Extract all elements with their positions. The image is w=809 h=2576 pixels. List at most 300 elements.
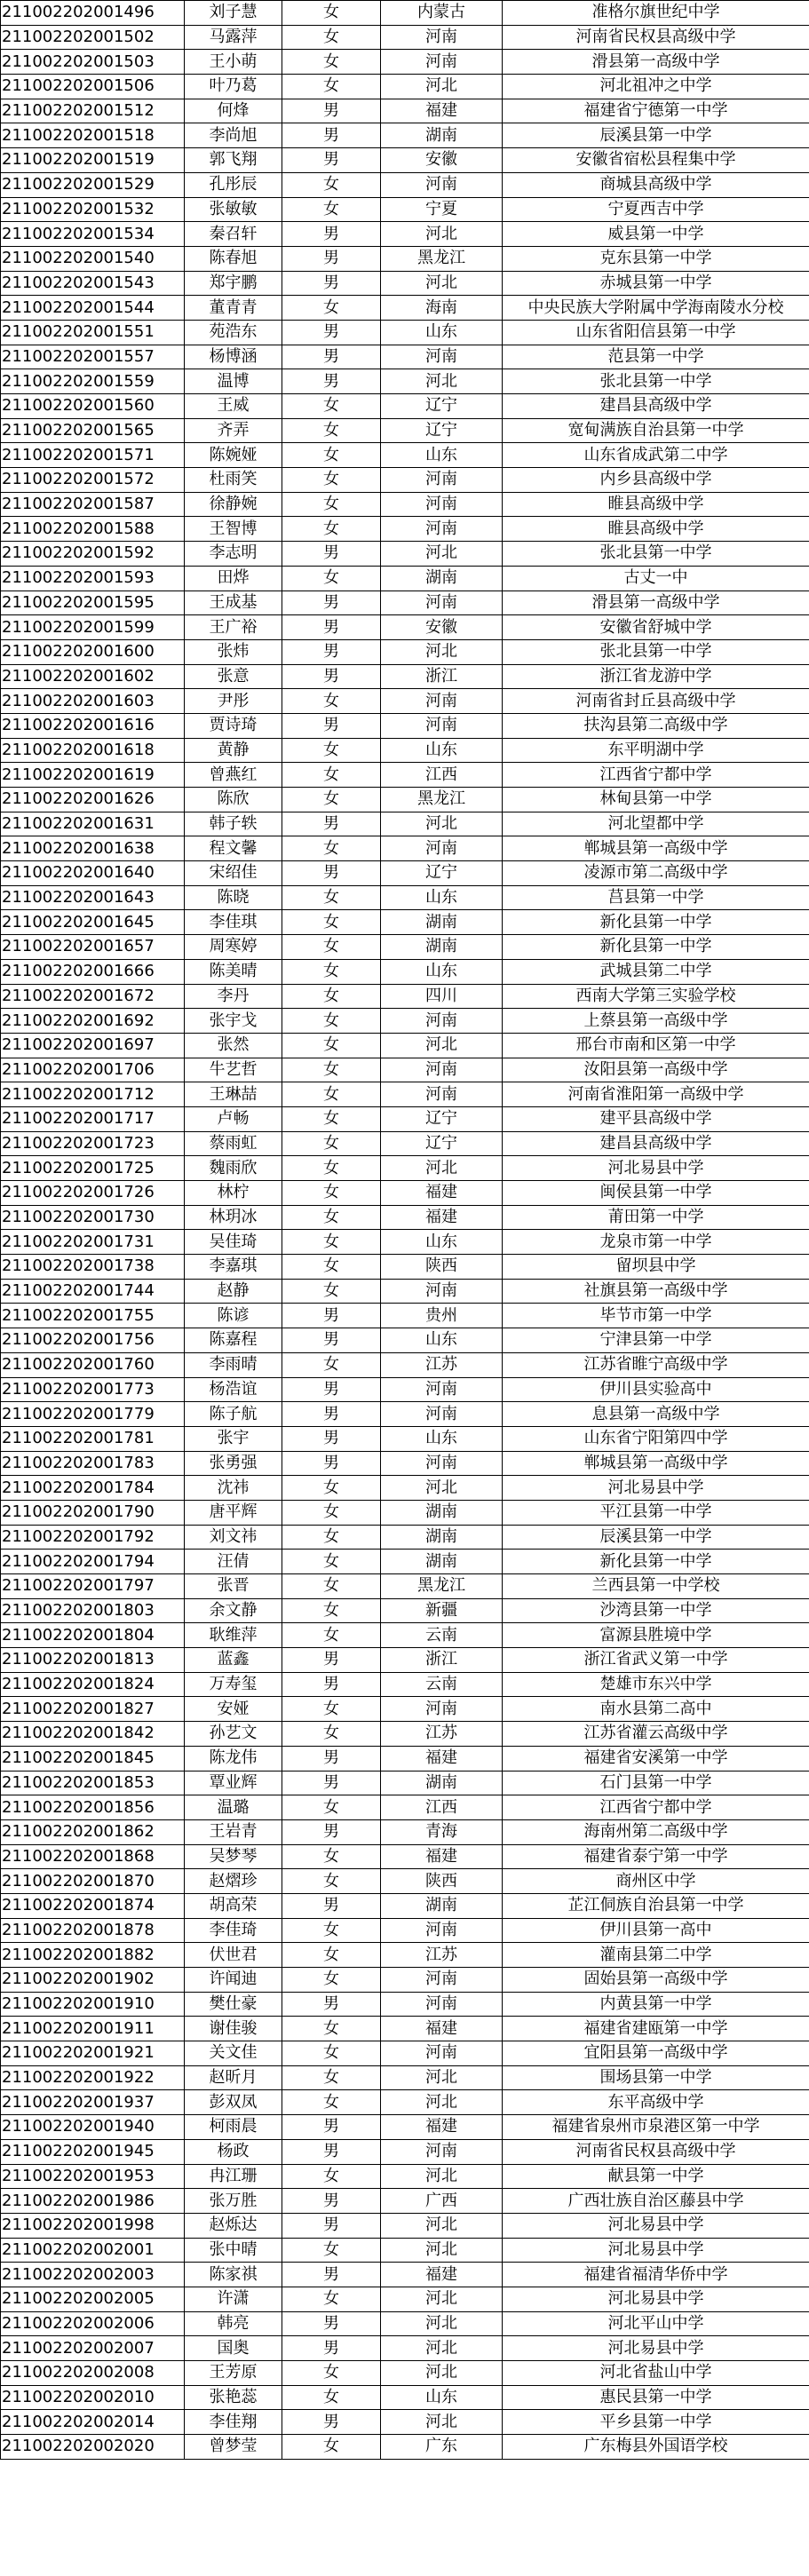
gender-cell: 男 <box>282 2189 381 2214</box>
province-cell: 河南 <box>381 1451 503 1476</box>
candidate-id-cell: 211002202001725 <box>1 1156 185 1181</box>
name-cell: 李雨晴 <box>185 1352 282 1377</box>
province-cell: 福建 <box>381 1746 503 1771</box>
table-row <box>1 1795 809 1820</box>
school-cell: 河南省淮阳第一高级中学 <box>503 1082 809 1107</box>
province-cell: 山东 <box>381 738 503 763</box>
gender-cell: 男 <box>282 590 381 615</box>
gender-cell: 女 <box>282 1943 381 1968</box>
name-cell: 韩亮 <box>185 2311 282 2336</box>
table-row <box>1 2189 809 2214</box>
gender-cell: 女 <box>282 1844 381 1869</box>
name-cell: 卢畅 <box>185 1106 282 1131</box>
name-cell: 彭双凤 <box>185 2090 282 2115</box>
name-cell: 蓝鑫 <box>185 1648 282 1673</box>
candidate-id-cell: 211002202002005 <box>1 2287 185 2311</box>
candidate-id-cell: 211002202001503 <box>1 50 185 75</box>
province-cell: 辽宁 <box>381 394 503 419</box>
school-cell: 河北望都中学 <box>503 812 809 836</box>
province-cell: 河南 <box>381 517 503 542</box>
school-cell: 扶沟县第二高级中学 <box>503 713 809 738</box>
candidate-id-cell: 211002202001543 <box>1 271 185 296</box>
gender-cell: 女 <box>282 2385 381 2410</box>
school-cell: 献县第一中学 <box>503 2164 809 2189</box>
table-row <box>1 1574 809 1599</box>
gender-cell: 男 <box>282 2263 381 2287</box>
table-row <box>1 1082 809 1107</box>
name-cell: 郑宇鹏 <box>185 271 282 296</box>
school-cell: 福建省建瓯第一中学 <box>503 2017 809 2041</box>
table-row <box>1 788 809 812</box>
name-cell: 陈谚 <box>185 1304 282 1328</box>
candidate-id-cell: 211002202001697 <box>1 1033 185 1058</box>
school-cell: 西南大学第三实验学校 <box>503 984 809 1009</box>
gender-cell: 女 <box>282 935 381 960</box>
province-cell: 江苏 <box>381 1722 503 1747</box>
gender-cell: 女 <box>282 2361 381 2386</box>
school-cell: 睢县高级中学 <box>503 492 809 517</box>
table-row <box>1 1131 809 1156</box>
school-cell: 龙泉市第一中学 <box>503 1230 809 1255</box>
province-cell: 黑龙江 <box>381 1574 503 1599</box>
table-row <box>1 2041 809 2066</box>
table-row <box>1 2435 809 2460</box>
candidate-id-cell: 211002202001738 <box>1 1255 185 1280</box>
name-cell: 刘子慧 <box>185 1 282 26</box>
candidate-id-cell: 211002202002001 <box>1 2238 185 2263</box>
province-cell: 江西 <box>381 763 503 788</box>
province-cell: 河北 <box>381 2213 503 2238</box>
candidate-id-cell: 211002202001593 <box>1 566 185 590</box>
name-cell: 李佳琦 <box>185 1918 282 1943</box>
school-cell: 惠民县第一中学 <box>503 2385 809 2410</box>
province-cell: 福建 <box>381 2263 503 2287</box>
school-cell: 东平高级中学 <box>503 2090 809 2115</box>
school-cell: 新化县第一中学 <box>503 1550 809 1574</box>
school-cell: 东平明湖中学 <box>503 738 809 763</box>
table-row <box>1 935 809 960</box>
candidate-id-cell: 211002202001599 <box>1 615 185 640</box>
school-cell: 准格尔旗世纪中学 <box>503 1 809 26</box>
name-cell: 李佳琪 <box>185 910 282 935</box>
province-cell: 广东 <box>381 2435 503 2460</box>
table-row <box>1 2361 809 2386</box>
name-cell: 张炜 <box>185 639 282 664</box>
province-cell: 河北 <box>381 1476 503 1501</box>
candidate-id-cell: 211002202001868 <box>1 1844 185 1869</box>
name-cell: 贾诗琦 <box>185 713 282 738</box>
province-cell: 湖南 <box>381 1893 503 1918</box>
gender-cell: 男 <box>282 2139 381 2164</box>
candidate-id-cell: 211002202001616 <box>1 713 185 738</box>
school-cell: 河北易县中学 <box>503 1476 809 1501</box>
gender-cell: 女 <box>282 1968 381 1993</box>
candidate-id-cell: 211002202001571 <box>1 443 185 468</box>
table-row <box>1 2311 809 2336</box>
table-row <box>1 492 809 517</box>
table-row <box>1 1598 809 1623</box>
name-cell: 曾梦莹 <box>185 2435 282 2460</box>
name-cell: 许潇 <box>185 2287 282 2311</box>
name-cell: 赵静 <box>185 1279 282 1304</box>
gender-cell: 女 <box>282 1106 381 1131</box>
gender-cell: 女 <box>282 566 381 590</box>
table-row <box>1 1844 809 1869</box>
province-cell: 河北 <box>381 639 503 664</box>
table-row <box>1 836 809 861</box>
gender-cell: 女 <box>282 172 381 197</box>
school-cell: 江苏省睢宁高级中学 <box>503 1352 809 1377</box>
table-row <box>1 123 809 148</box>
province-cell: 山东 <box>381 1328 503 1353</box>
table-row <box>1 2139 809 2164</box>
candidate-id-cell: 211002202001986 <box>1 2189 185 2214</box>
name-cell: 李佳翔 <box>185 2410 282 2435</box>
name-cell: 张宇戈 <box>185 1009 282 1034</box>
candidate-id-cell: 211002202001529 <box>1 172 185 197</box>
candidate-id-cell: 211002202001587 <box>1 492 185 517</box>
table-row <box>1 542 809 567</box>
table-row <box>1 1451 809 1476</box>
gender-cell: 女 <box>282 836 381 861</box>
name-cell: 温博 <box>185 369 282 394</box>
province-cell: 山东 <box>381 1426 503 1451</box>
gender-cell: 女 <box>282 2017 381 2041</box>
table-row <box>1 1500 809 1525</box>
gender-cell: 女 <box>282 50 381 75</box>
province-cell: 福建 <box>381 2115 503 2140</box>
province-cell: 广西 <box>381 2189 503 2214</box>
school-cell: 河北易县中学 <box>503 2336 809 2361</box>
candidate-id-cell: 211002202001870 <box>1 1869 185 1894</box>
name-cell: 谢佳骏 <box>185 2017 282 2041</box>
name-cell: 唐平辉 <box>185 1500 282 1525</box>
province-cell: 河北 <box>381 2311 503 2336</box>
province-cell: 河北 <box>381 2090 503 2115</box>
name-cell: 李嘉琪 <box>185 1255 282 1280</box>
gender-cell: 女 <box>282 2238 381 2263</box>
name-cell: 张意 <box>185 664 282 689</box>
candidate-id-cell: 211002202001937 <box>1 2090 185 2115</box>
candidate-id-cell: 211002202001560 <box>1 394 185 419</box>
school-cell: 河北祖冲之中学 <box>503 75 809 99</box>
table-row <box>1 689 809 714</box>
name-cell: 柯雨晨 <box>185 2115 282 2140</box>
table-row <box>1 1525 809 1550</box>
school-cell: 山东省成武第二中学 <box>503 443 809 468</box>
candidate-id-cell: 211002202001506 <box>1 75 185 99</box>
gender-cell: 男 <box>282 1992 381 2017</box>
candidate-id-cell: 211002202001640 <box>1 861 185 886</box>
school-cell: 河北省盐山中学 <box>503 2361 809 2386</box>
school-cell: 南水县第二高中 <box>503 1697 809 1722</box>
table-row <box>1 172 809 197</box>
table-row <box>1 1722 809 1747</box>
table-row <box>1 664 809 689</box>
province-cell: 湖南 <box>381 935 503 960</box>
school-cell: 内黄县第一中学 <box>503 1992 809 2017</box>
school-cell: 兰西县第一中学校 <box>503 1574 809 1599</box>
province-cell: 河北 <box>381 271 503 296</box>
name-cell: 秦召轩 <box>185 222 282 247</box>
gender-cell: 女 <box>282 1795 381 1820</box>
gender-cell: 男 <box>282 713 381 738</box>
table-row <box>1 1328 809 1353</box>
candidate-id-cell: 211002202001557 <box>1 345 185 369</box>
school-cell: 内乡县高级中学 <box>503 468 809 493</box>
name-cell: 田烨 <box>185 566 282 590</box>
school-cell: 伊川县第一高中 <box>503 1918 809 1943</box>
gender-cell: 女 <box>282 1181 381 1206</box>
province-cell: 河北 <box>381 222 503 247</box>
gender-cell: 女 <box>282 1722 381 1747</box>
gender-cell: 女 <box>282 1525 381 1550</box>
province-cell: 福建 <box>381 1205 503 1230</box>
table-row <box>1 1156 809 1181</box>
province-cell: 河南 <box>381 25 503 50</box>
candidate-id-cell: 211002202001638 <box>1 836 185 861</box>
gender-cell: 女 <box>282 1205 381 1230</box>
province-cell: 江苏 <box>381 1943 503 1968</box>
name-cell: 王岩青 <box>185 1819 282 1844</box>
name-cell: 万寿玺 <box>185 1672 282 1697</box>
school-cell: 福建省安溪第一中学 <box>503 1746 809 1771</box>
candidate-id-cell: 211002202002008 <box>1 2361 185 2386</box>
table-row <box>1 885 809 910</box>
province-cell: 福建 <box>381 1844 503 1869</box>
candidate-id-cell: 211002202001784 <box>1 1476 185 1501</box>
name-cell: 安娅 <box>185 1697 282 1722</box>
province-cell: 江西 <box>381 1795 503 1820</box>
school-cell: 商州区中学 <box>503 1869 809 1894</box>
school-cell: 汝阳县第一高级中学 <box>503 1058 809 1082</box>
school-cell: 莆田第一中学 <box>503 1205 809 1230</box>
school-cell: 宜阳县第一高级中学 <box>503 2041 809 2066</box>
name-cell: 何烽 <box>185 99 282 123</box>
table-row <box>1 2164 809 2189</box>
gender-cell: 女 <box>282 394 381 419</box>
name-cell: 尹彤 <box>185 689 282 714</box>
name-cell: 张艳蕊 <box>185 2385 282 2410</box>
gender-cell: 男 <box>282 246 381 271</box>
name-cell: 温璐 <box>185 1795 282 1820</box>
name-cell: 林柠 <box>185 1181 282 1206</box>
candidate-id-cell: 211002202001712 <box>1 1082 185 1107</box>
table-row <box>1 984 809 1009</box>
school-cell: 广西壮族自治区藤县中学 <box>503 2189 809 2214</box>
gender-cell: 男 <box>282 1377 381 1402</box>
candidate-id-cell: 211002202001813 <box>1 1648 185 1673</box>
province-cell: 辽宁 <box>381 861 503 886</box>
name-cell: 王威 <box>185 394 282 419</box>
table-row <box>1 2115 809 2140</box>
province-cell: 陕西 <box>381 1255 503 1280</box>
school-cell: 辰溪县第一中学 <box>503 123 809 148</box>
school-cell: 古丈一中 <box>503 566 809 590</box>
table-row <box>1 222 809 247</box>
table-row <box>1 99 809 123</box>
table-row <box>1 1746 809 1771</box>
province-cell: 河南 <box>381 689 503 714</box>
table-row <box>1 1279 809 1304</box>
province-cell: 云南 <box>381 1623 503 1648</box>
candidate-id-cell: 211002202001842 <box>1 1722 185 1747</box>
province-cell: 浙江 <box>381 1648 503 1673</box>
candidate-id-cell: 211002202001945 <box>1 2139 185 2164</box>
table-row <box>1 1058 809 1082</box>
table-row <box>1 763 809 788</box>
province-cell: 河北 <box>381 1033 503 1058</box>
gender-cell: 男 <box>282 2213 381 2238</box>
table-row <box>1 1402 809 1427</box>
name-cell: 宋绍佳 <box>185 861 282 886</box>
school-cell: 河南省民权县高级中学 <box>503 25 809 50</box>
school-cell: 芷江侗族自治县第一中学 <box>503 1893 809 1918</box>
table-row <box>1 861 809 886</box>
name-cell: 耿维萍 <box>185 1623 282 1648</box>
candidate-id-cell: 211002202001922 <box>1 2065 185 2090</box>
gender-cell: 男 <box>282 812 381 836</box>
school-cell: 福建省宁德第一中学 <box>503 99 809 123</box>
name-cell: 董青青 <box>185 296 282 321</box>
school-cell: 海南州第二高级中学 <box>503 1819 809 1844</box>
candidate-id-cell: 211002202001730 <box>1 1205 185 1230</box>
gender-cell: 男 <box>282 2115 381 2140</box>
table-row <box>1 50 809 75</box>
table-row <box>1 1205 809 1230</box>
school-cell: 张北县第一中学 <box>503 639 809 664</box>
gender-cell: 女 <box>282 1033 381 1058</box>
table-row <box>1 296 809 321</box>
table-row <box>1 1918 809 1943</box>
candidate-id-cell: 211002202001672 <box>1 984 185 1009</box>
school-cell: 安徽省舒城中学 <box>503 615 809 640</box>
gender-cell: 男 <box>282 861 381 886</box>
school-cell: 凌源市第二高级中学 <box>503 861 809 886</box>
gender-cell: 男 <box>282 1771 381 1795</box>
school-cell: 江西省宁都中学 <box>503 1795 809 1820</box>
name-cell: 齐弄 <box>185 418 282 443</box>
candidate-id-cell: 211002202001723 <box>1 1131 185 1156</box>
gender-cell: 女 <box>282 468 381 493</box>
table-row <box>1 1426 809 1451</box>
candidate-id-cell: 211002202001797 <box>1 1574 185 1599</box>
gender-cell: 男 <box>282 1746 381 1771</box>
name-cell: 许闻迪 <box>185 1968 282 1993</box>
province-cell: 山东 <box>381 959 503 984</box>
name-cell: 王芳原 <box>185 2361 282 2386</box>
province-cell: 山东 <box>381 443 503 468</box>
table-row <box>1 1106 809 1131</box>
gender-cell: 女 <box>282 2041 381 2066</box>
gender-cell: 女 <box>282 689 381 714</box>
province-cell: 福建 <box>381 1181 503 1206</box>
name-cell: 陈子航 <box>185 1402 282 1427</box>
gender-cell: 男 <box>282 320 381 345</box>
candidate-id-cell: 211002202001532 <box>1 197 185 222</box>
province-cell: 河南 <box>381 468 503 493</box>
table-row <box>1 2385 809 2410</box>
gender-cell: 男 <box>282 1819 381 1844</box>
province-cell: 河南 <box>381 1279 503 1304</box>
school-cell: 河北易县中学 <box>503 2213 809 2238</box>
school-cell: 范县第一中学 <box>503 345 809 369</box>
province-cell: 湖南 <box>381 123 503 148</box>
name-cell: 黄静 <box>185 738 282 763</box>
name-cell: 汪倩 <box>185 1550 282 1574</box>
table-row <box>1 812 809 836</box>
gender-cell: 女 <box>282 2090 381 2115</box>
table-row <box>1 418 809 443</box>
table-row <box>1 1476 809 1501</box>
name-cell: 关文佳 <box>185 2041 282 2066</box>
name-cell: 马露萍 <box>185 25 282 50</box>
school-cell: 新化县第一中学 <box>503 910 809 935</box>
gender-cell: 女 <box>282 1352 381 1377</box>
province-cell: 河南 <box>381 1402 503 1427</box>
school-cell: 平乡县第一中学 <box>503 2410 809 2435</box>
candidate-id-cell: 211002202001756 <box>1 1328 185 1353</box>
school-cell: 河南省封丘县高级中学 <box>503 689 809 714</box>
candidate-id-cell: 211002202001603 <box>1 689 185 714</box>
candidate-id-cell: 211002202001953 <box>1 2164 185 2189</box>
gender-cell: 女 <box>282 1082 381 1107</box>
name-cell: 郭飞翔 <box>185 148 282 173</box>
table-row <box>1 1623 809 1648</box>
candidate-id-cell: 211002202001588 <box>1 517 185 542</box>
name-cell: 周寒婷 <box>185 935 282 960</box>
candidate-id-cell: 211002202001559 <box>1 369 185 394</box>
name-cell: 王琳喆 <box>185 1082 282 1107</box>
gender-cell: 女 <box>282 984 381 1009</box>
province-cell: 江苏 <box>381 1352 503 1377</box>
province-cell: 河北 <box>381 2336 503 2361</box>
table-row <box>1 713 809 738</box>
school-cell: 张北县第一中学 <box>503 542 809 567</box>
school-cell: 建昌县高级中学 <box>503 1131 809 1156</box>
candidate-id-cell: 211002202001856 <box>1 1795 185 1820</box>
gender-cell: 男 <box>282 542 381 567</box>
school-cell: 郸城县第一高级中学 <box>503 1451 809 1476</box>
name-cell: 李尚旭 <box>185 123 282 148</box>
gender-cell: 男 <box>282 2336 381 2361</box>
province-cell: 河南 <box>381 492 503 517</box>
table-row <box>1 615 809 640</box>
table-row <box>1 25 809 50</box>
candidate-id-cell: 211002202001845 <box>1 1746 185 1771</box>
province-cell: 河北 <box>381 2287 503 2311</box>
table-row <box>1 1550 809 1574</box>
table-row <box>1 1697 809 1722</box>
gender-cell: 女 <box>282 1869 381 1894</box>
province-cell: 山东 <box>381 1230 503 1255</box>
candidate-id-cell: 211002202001512 <box>1 99 185 123</box>
province-cell: 河南 <box>381 1992 503 2017</box>
candidate-id-cell: 211002202001910 <box>1 1992 185 2017</box>
table-row <box>1 2090 809 2115</box>
gender-cell: 男 <box>282 148 381 173</box>
candidate-id-cell: 211002202001595 <box>1 590 185 615</box>
name-cell: 陈春旭 <box>185 246 282 271</box>
gender-cell: 女 <box>282 1131 381 1156</box>
school-cell: 新化县第一中学 <box>503 935 809 960</box>
candidate-id-cell: 211002202001878 <box>1 1918 185 1943</box>
candidate-id-cell: 211002202001874 <box>1 1893 185 1918</box>
name-cell: 刘文祎 <box>185 1525 282 1550</box>
gender-cell: 女 <box>282 1550 381 1574</box>
table-row <box>1 1869 809 1894</box>
candidate-id-cell: 211002202002007 <box>1 2336 185 2361</box>
